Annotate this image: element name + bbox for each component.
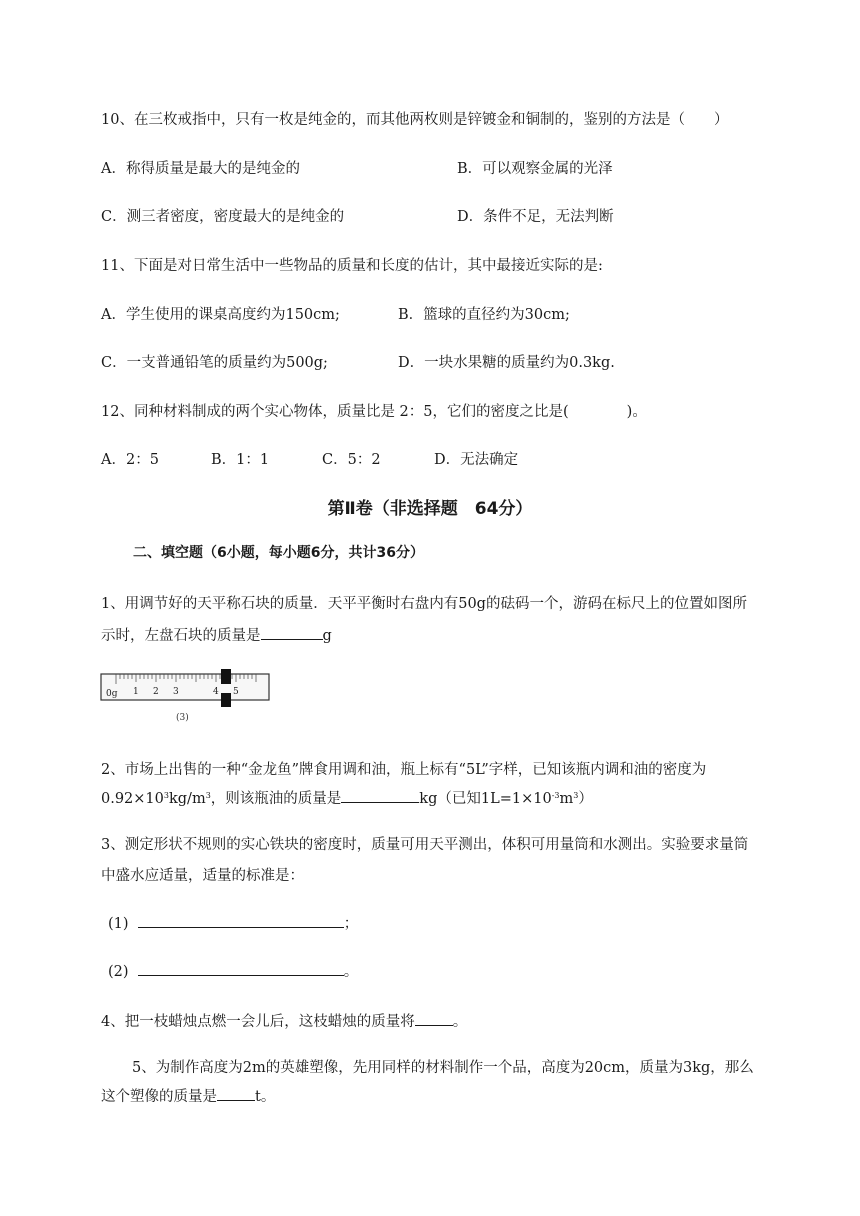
fill2-answer-blank[interactable]	[341, 788, 419, 803]
fill4-answer-blank[interactable]	[415, 1011, 453, 1026]
fill2-unit-exponent: 3	[205, 791, 211, 800]
rider-top	[221, 669, 231, 684]
fill2-hint: kg（已知1L=1×10	[419, 791, 552, 807]
fill3-answer-blank-2[interactable]	[138, 961, 344, 976]
fill2-exponent: 3	[163, 791, 169, 800]
fill3-line1: 3、测定形状不规则的实心铁块的密度时，质量可用天平测出，体积可用量筒和水测出。实验要求量筒	[101, 837, 749, 853]
part2-title: 第Ⅱ卷（非选择题 64分）	[327, 499, 533, 519]
section2-title: 二、填空题（6小题，每小题6分，共计36分）	[133, 545, 424, 561]
fill2-hint-exponent: -3	[551, 791, 560, 800]
q11-stem: 11、下面是对日常生活中一些物品的质量和长度的估计，其中最接近实际的是:	[101, 258, 603, 274]
fill2-hint-unit-exponent: 3	[573, 791, 579, 800]
fill3-item1	[108, 912, 358, 933]
fill4-text: 4、把一枝蜡烛点燃一会儿后，这枝蜡烛的质量将	[101, 1014, 415, 1030]
ruler-tick-label-5: 5	[233, 687, 239, 697]
ruler-tick-label-1: 1	[133, 687, 139, 697]
q10-stem: 10、在三枚戒指中，只有一枚是纯金的，而其他两枚则是锌镀金和铜制的，鉴别的方法是（ ）	[101, 112, 729, 128]
fill5-line1: 5、为制作高度为2m的英雄塑像，先用同样的材料制作一个品，高度为20cm，质量为3kg，那么	[132, 1060, 754, 1076]
q11-option-a: A．学生使用的课桌高度约为150cm;	[101, 307, 340, 323]
fill3-item2	[108, 960, 358, 981]
fill5-unit: t。	[255, 1089, 276, 1105]
q10-option-c: C．测三者密度，密度最大的是纯金的	[101, 209, 345, 225]
fill2-hint-unit: m	[559, 791, 574, 807]
ruler-tick-label-4: 4	[213, 687, 219, 697]
fill2-density-value: 0.92×10	[101, 791, 164, 807]
fill1-prefix: 示时，左盘石块的质量是	[101, 628, 261, 644]
q12-option-b: B．1：1	[211, 452, 270, 468]
fill5-answer-blank[interactable]	[217, 1086, 255, 1101]
fill4	[101, 1010, 467, 1031]
q12-stem: 12、同种材料制成的两个实心物体，质量比是 2：5，它们的密度之比是( )。	[101, 404, 647, 420]
fill3-line2: 中盛水应适量，适量的标准是：	[101, 868, 304, 884]
fill2-density-unit: kg/m	[168, 791, 206, 807]
q12-option-a: A．2：5	[101, 452, 159, 468]
ruler-tick-label-3: 3	[173, 687, 179, 697]
fill2-line2	[101, 787, 593, 808]
q11-option-b: B．篮球的直径约为30cm;	[398, 307, 570, 323]
fill3-item1-end: ；	[343, 916, 359, 932]
fill1-unit: g	[322, 628, 332, 644]
ruler-tick-label-2: 2	[153, 687, 159, 697]
fill3-item2-end: 。	[343, 964, 359, 980]
q10-option-a: A．称得质量是最大的是纯金的	[101, 161, 300, 177]
fill3-item1-label: (1)	[108, 916, 129, 932]
figure-caption: (3)	[176, 713, 189, 723]
fill5-text: 这个塑像的质量是	[101, 1089, 217, 1105]
fill2-line1: 2、市场上出售的一种“金龙鱼”牌食用调和油，瓶上标有“5L”字样，已知该瓶内调和油的密度为	[101, 762, 707, 778]
fill5-line2	[101, 1085, 275, 1106]
q10-option-d: D．条件不足，无法判断	[457, 209, 614, 225]
rider-scale-figure	[100, 666, 272, 724]
ruler-tick-label-0: 0g	[106, 689, 118, 699]
fill1-line2	[101, 624, 332, 645]
fill3-item2-label: (2)	[108, 964, 129, 980]
fill2-hint-close: ）	[578, 791, 593, 807]
q12-option-c: C．5：2	[322, 452, 381, 468]
q10-option-b: B．可以观察金属的光泽	[457, 161, 613, 177]
q11-option-c: C．一支普通铅笔的质量约为500g;	[101, 355, 328, 371]
fill2-text: ，则该瓶油的质量是	[210, 791, 342, 807]
fill4-end: 。	[452, 1014, 468, 1030]
q11-option-d: D．一块水果糖的质量约为0.3kg.	[398, 355, 615, 371]
q12-option-d: D．无法确定	[434, 452, 519, 468]
rider-bottom	[221, 693, 231, 707]
fill3-answer-blank-1[interactable]	[138, 913, 344, 928]
fill1-answer-blank[interactable]	[261, 625, 323, 640]
fill1-line1: 1、用调节好的天平称石块的质量．天平平衡时右盘内有50g的砝码一个，游码在标尺上的位置如图所	[101, 596, 747, 612]
